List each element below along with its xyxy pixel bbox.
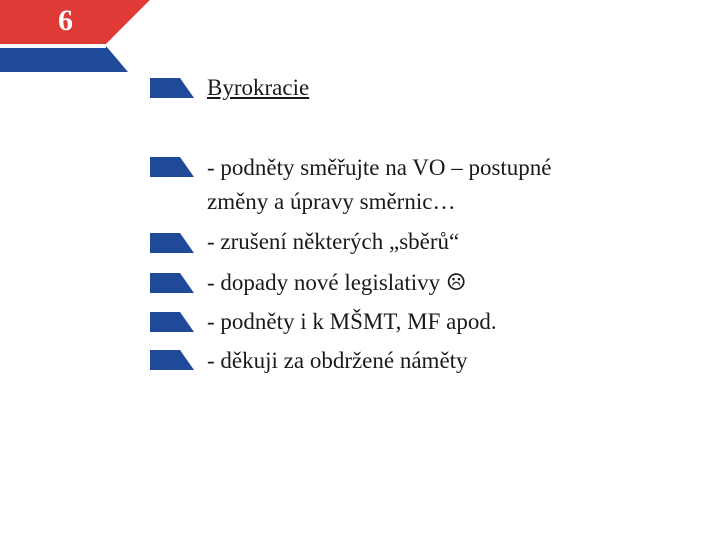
bullet-marker-5 <box>150 350 194 370</box>
bullet-1-line-1: - podněty směřujte na VO – postupné <box>207 155 552 180</box>
bullet-marker-3 <box>150 273 194 293</box>
title-bullet-marker <box>150 78 194 98</box>
bullet-3-text: - dopady nové legislativy ☹ <box>207 270 467 295</box>
bullet-4-text: - podněty i k MŠMT, MF apod. <box>207 309 497 334</box>
slide-corner-decoration <box>0 0 160 80</box>
bullet-1-line-2: změny a úpravy směrnic… <box>207 189 456 214</box>
bullet-2-text: - zrušení některých „sběrů“ <box>207 229 460 254</box>
bullet-marker-1 <box>150 157 194 177</box>
slide-title: Byrokracie <box>207 75 310 100</box>
bullet-marker-4 <box>150 312 194 332</box>
bullet-5-text: - děkuji za obdržené náměty <box>207 348 468 373</box>
slide-number: 6 <box>58 4 73 37</box>
bullet-marker-2 <box>150 233 194 253</box>
